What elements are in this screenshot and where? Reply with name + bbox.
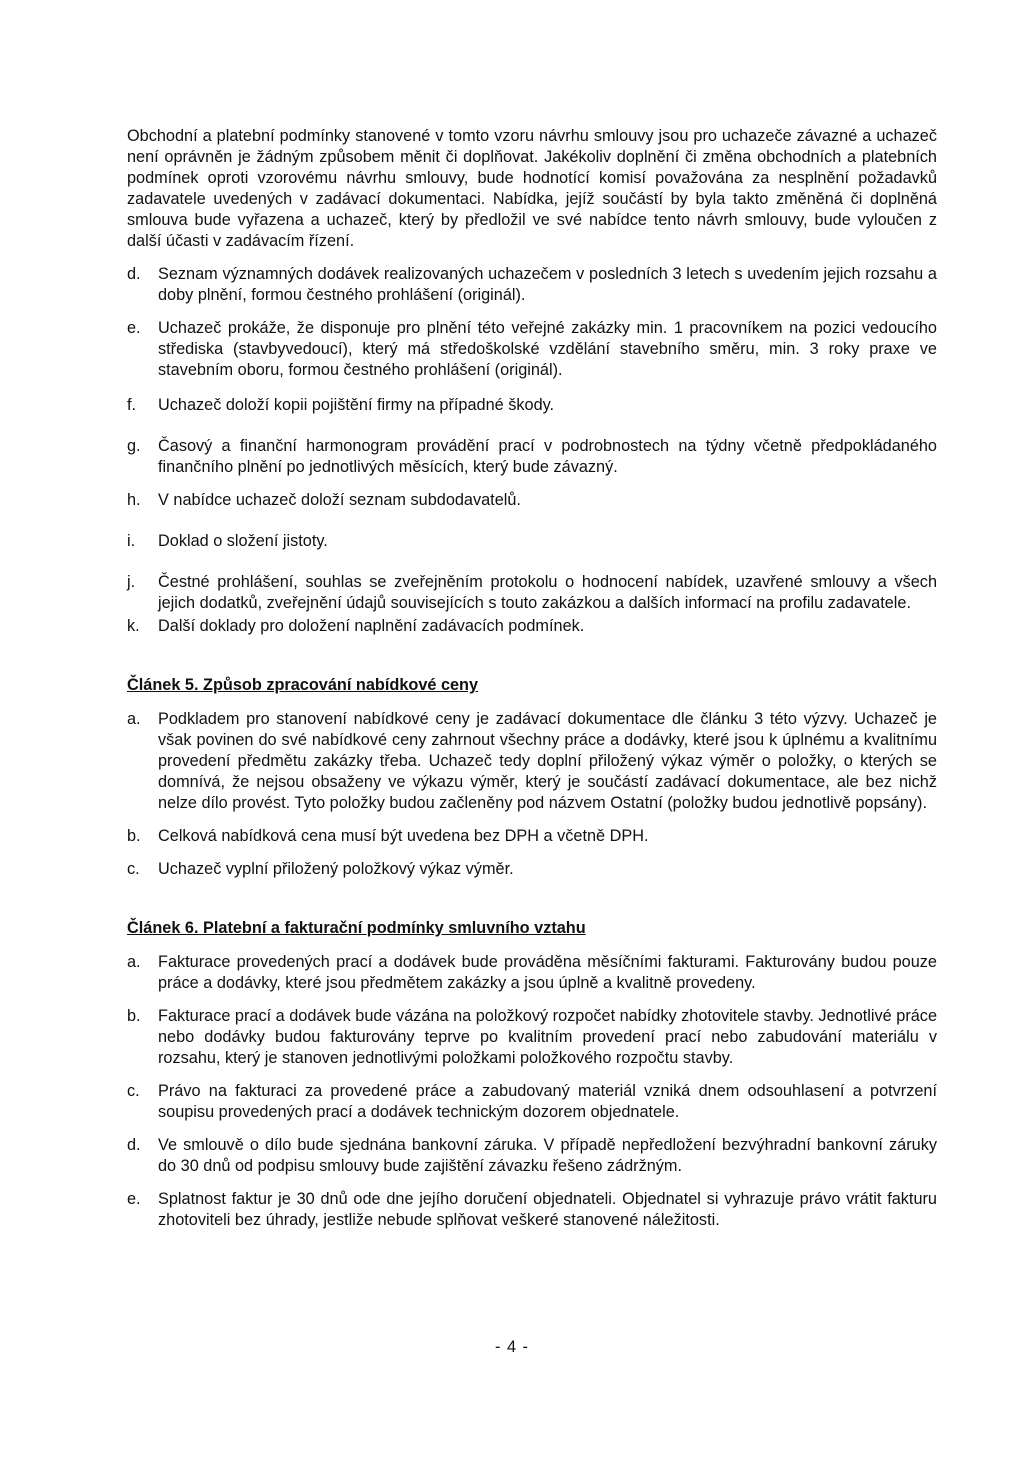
list-letter: e. — [127, 319, 141, 337]
list-text: Ve smlouvě o dílo bude sjednána bankovní záruka. V případě nepředložení bezvýhradní bankovní záruky do 30 dnů od podpisu smlouvy bude zajištění závazku řešeno zádržným. — [158, 1136, 937, 1175]
section-5-item-b — [127, 826, 937, 847]
list-letter: i. — [127, 532, 136, 550]
section-5-heading: Článek 5. Způsob zpracování nabídkové ceny — [127, 676, 479, 694]
section-6-heading: Článek 6. Platební a fakturační podmínky smluvního vztahu — [127, 919, 586, 937]
list-text: Uchazeč vyplní přiložený položkový výkaz výměr. — [158, 860, 514, 878]
list-letter: c. — [127, 1082, 140, 1100]
list-text: Právo na fakturaci za provedené práce a zabudovaný materiál vzniká dnem odsouhlasení a potvrzení soupisu provedených prací a dodávek technickým dozorem objednatele. — [158, 1082, 937, 1121]
list-text: Celková nabídková cena musí být uvedena bez DPH a včetně DPH. — [158, 827, 649, 845]
section-5-item-a — [127, 709, 937, 814]
list-letter: g. — [127, 437, 141, 455]
section-6-item-c — [127, 1081, 937, 1123]
list-item-e — [127, 318, 937, 381]
list-letter: b. — [127, 827, 141, 845]
list-item-j — [127, 572, 937, 614]
list-letter: a. — [127, 953, 141, 971]
section-6-item-a — [127, 952, 937, 994]
list-letter: f. — [127, 396, 137, 414]
section-6-item-e — [127, 1189, 937, 1231]
list-text: Další doklady pro doložení naplnění zadávacích podmínek. — [158, 617, 585, 635]
list-letter: d. — [127, 265, 141, 283]
list-text: V nabídce uchazeč doloží seznam subdodavatelů. — [158, 491, 521, 509]
list-letter: a. — [127, 710, 141, 728]
list-text: Časový a finanční harmonogram provádění prací v podrobnostech na týdny včetně předpokládaného finančního plnění po jednotlivých měsících, který bude závazný. — [158, 437, 937, 476]
list-text: Seznam významných dodávek realizovaných uchazečem v posledních 3 letech s uvedením jejich rozsahu a doby plnění, formou čestného prohlášení (originál). — [158, 265, 937, 304]
list-text: Fakturace prací a dodávek bude vázána na položkový rozpočet nabídky zhotovitele stavby. Jednotlivé práce nebo dodávky budou fakturovány teprve po kvalitním provedení prací nebo zabudování materiálu v rozsahu, který je stanoven jednotlivými položkami položkového rozpočtu stavby. — [158, 1007, 937, 1067]
list-item-g — [127, 436, 937, 478]
list-item-k — [127, 616, 937, 637]
list-text: Uchazeč prokáže, že disponuje pro plnění této veřejné zakázky min. 1 pracovníkem na pozici vedoucího střediska (stavbyvedoucí), který má středoškolské vzdělání stavebního směru, min. 3 roky praxe ve stavebním oboru, formou čestného prohlášení (originál). — [158, 319, 937, 379]
list-text: Uchazeč doloží kopii pojištění firmy na případné škody. — [158, 396, 555, 414]
list-text: Fakturace provedených prací a dodávek bude prováděna měsíčními fakturami. Fakturovány budou pouze práce a dodávky, které jsou předmětem zakázky a jsou úplně a kvalitně provedeny. — [158, 953, 937, 992]
section-5-item-c — [127, 859, 937, 880]
list-item-h — [127, 490, 937, 511]
list-text: Podkladem pro stanovení nabídkové ceny je zadávací dokumentace dle článku 3 této výzvy. Uchazeč je však povinen do své nabídkové ceny zahrnout všechny práce a dodávky, které jsou k úplnému a kvalitnímu provedení předmětu zakázky třeba. Uchazeč tedy doplní přiložený výkaz výměr o položky, o kterých se domnívá, že nejsou obsaženy ve výkazu výměr, který je součástí zadávací dokumentace, ale bez nichž nelze dílo provést. Tyto položky budou začleněny pod názvem Ostatní (položky budou jednotlivě popsány). — [158, 710, 937, 812]
section-6-item-b — [127, 1006, 937, 1069]
list-text: Doklad o složení jistoty. — [158, 532, 328, 550]
document-body — [127, 126, 937, 1231]
list-letter: d. — [127, 1136, 141, 1154]
list-letter: k. — [127, 617, 140, 635]
list-letter: c. — [127, 860, 140, 878]
list-letter: b. — [127, 1007, 141, 1025]
list-letter: h. — [127, 491, 141, 509]
section-6-item-d — [127, 1135, 937, 1177]
intro-paragraph: Obchodní a platební podmínky stanovené v tomto vzoru návrhu smlouvy jsou pro uchazeče závazné a uchazeč není oprávněn je žádným způsobem měnit či doplňovat. Jakékoliv doplnění či změna obchodních a platebních podmínek oproti vzorovému návrhu smlouvy, bude hodnotící komisí považována za nesplnění požadavků zadavatele uvedených v zadávací dokumentaci. Nabídka, jejíž součástí by byla takto změněná či doplněná smlouva bude vyřazena a uchazeč, který by předložil ve své nabídce tento návrh smlouvy, bude vyloučen z další účasti v zadávacím řízení. — [127, 127, 937, 250]
list-letter: e. — [127, 1190, 141, 1208]
list-item-d — [127, 264, 937, 306]
page-number: - 4 - — [495, 1338, 529, 1356]
list-text: Čestné prohlášení, souhlas se zveřejněním protokolu o hodnocení nabídek, uzavřené smlouvy a všech jejich dodatků, zveřejnění údajů souvisejících s touto zakázkou a dalších informací na profilu zadavatele. — [158, 573, 937, 612]
list-item-i — [127, 531, 937, 552]
list-letter: j. — [127, 573, 136, 591]
list-item-f — [127, 395, 937, 416]
list-text: Splatnost faktur je 30 dnů ode dne jejího doručení objednateli. Objednatel si vyhrazuje právo vrátit fakturu zhotoviteli bez úhrady, jestliže nebude splňovat veškeré stanovené náležitosti. — [158, 1190, 937, 1229]
